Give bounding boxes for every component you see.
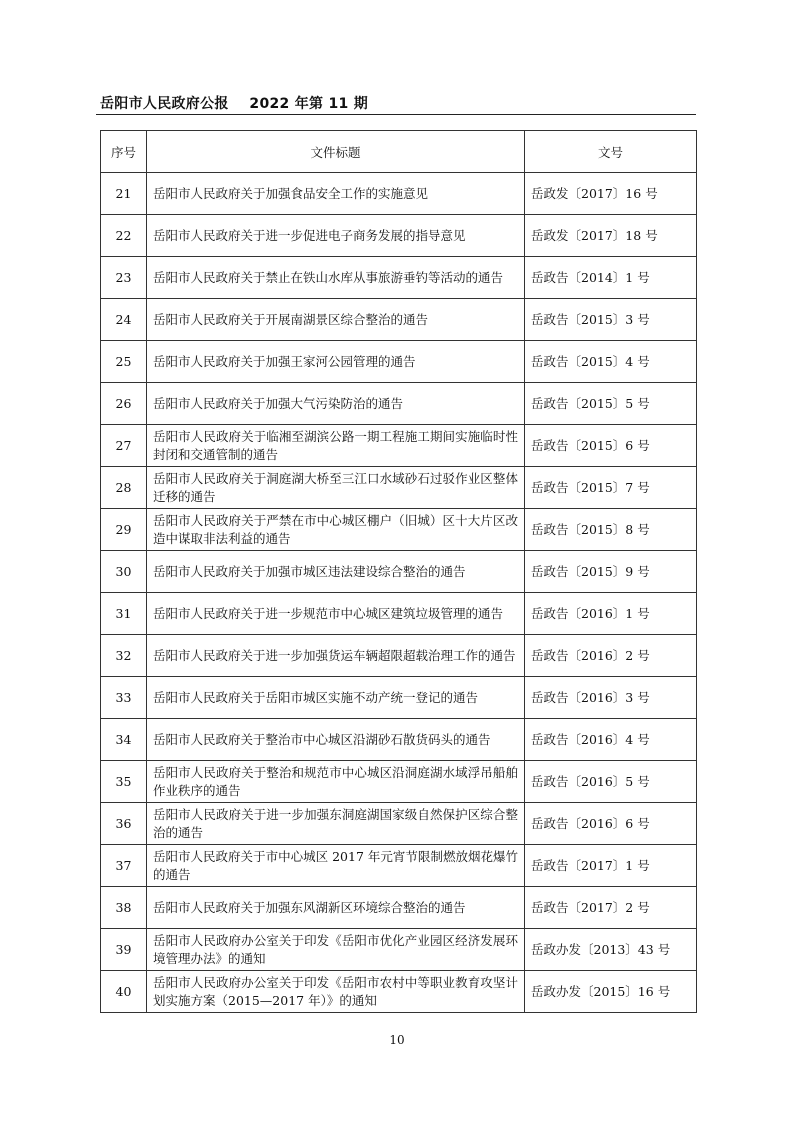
document-title: 岳阳市人民政府关于开展南湖景区综合整治的通告 — [147, 299, 525, 341]
row-number: 35 — [101, 761, 147, 803]
table-row — [101, 341, 697, 383]
document-number: 岳政发〔2017〕16 号 — [525, 173, 697, 215]
table-row — [101, 929, 697, 971]
table-row — [101, 719, 697, 761]
table-row — [101, 299, 697, 341]
document-number: 岳政告〔2016〕3 号 — [525, 677, 697, 719]
row-number: 37 — [101, 845, 147, 887]
table-row — [101, 677, 697, 719]
table-row — [101, 257, 697, 299]
document-number: 岳政发〔2017〕18 号 — [525, 215, 697, 257]
column-header-doc-number: 文号 — [525, 131, 697, 173]
page-header — [100, 93, 696, 113]
table-row — [101, 425, 697, 467]
document-title: 岳阳市人民政府关于加强王家河公园管理的通告 — [147, 341, 525, 383]
document-number: 岳政告〔2015〕6 号 — [525, 425, 697, 467]
document-number: 岳政办发〔2015〕16 号 — [525, 971, 697, 1013]
row-number: 22 — [101, 215, 147, 257]
row-number: 36 — [101, 803, 147, 845]
document-title: 岳阳市人民政府关于整治和规范市中心城区沿洞庭湖水域浮吊船舶作业秩序的通告 — [147, 761, 525, 803]
row-number: 24 — [101, 299, 147, 341]
table-row — [101, 635, 697, 677]
table-row — [101, 551, 697, 593]
row-number: 30 — [101, 551, 147, 593]
document-title: 岳阳市人民政府关于进一步促进电子商务发展的指导意见 — [147, 215, 525, 257]
document-title: 岳阳市人民政府关于加强东风湖新区环境综合整治的通告 — [147, 887, 525, 929]
table-row — [101, 383, 697, 425]
document-title: 岳阳市人民政府关于临湘至湖滨公路一期工程施工期间实施临时性封闭和交通管制的通告 — [147, 425, 525, 467]
table-body — [101, 173, 697, 1013]
document-title: 岳阳市人民政府办公室关于印发《岳阳市优化产业园区经济发展环境管理办法》的通知 — [147, 929, 525, 971]
table-row — [101, 467, 697, 509]
table-row — [101, 971, 697, 1013]
row-number: 34 — [101, 719, 147, 761]
table-row — [101, 887, 697, 929]
row-number: 40 — [101, 971, 147, 1013]
document-number: 岳政告〔2016〕6 号 — [525, 803, 697, 845]
document-number: 岳政告〔2016〕2 号 — [525, 635, 697, 677]
column-header-title: 文件标题 — [147, 131, 525, 173]
table-row — [101, 761, 697, 803]
document-title: 岳阳市人民政府关于洞庭湖大桥至三江口水域砂石过驳作业区整体迁移的通告 — [147, 467, 525, 509]
document-number: 岳政告〔2015〕3 号 — [525, 299, 697, 341]
row-number: 27 — [101, 425, 147, 467]
document-number: 岳政告〔2017〕1 号 — [525, 845, 697, 887]
document-title: 岳阳市人民政府关于禁止在铁山水库从事旅游垂钓等活动的通告 — [147, 257, 525, 299]
document-number: 岳政告〔2015〕8 号 — [525, 509, 697, 551]
document-title: 岳阳市人民政府关于进一步加强货运车辆超限超载治理工作的通告 — [147, 635, 525, 677]
gazette-title: 岳阳市人民政府公报 — [100, 96, 229, 112]
document-number: 岳政办发〔2013〕43 号 — [525, 929, 697, 971]
document-number: 岳政告〔2016〕1 号 — [525, 593, 697, 635]
document-title: 岳阳市人民政府关于严禁在市中心城区棚户（旧城）区十大片区改造中谋取非法利益的通告 — [147, 509, 525, 551]
row-number: 39 — [101, 929, 147, 971]
document-number: 岳政告〔2015〕9 号 — [525, 551, 697, 593]
row-number: 26 — [101, 383, 147, 425]
document-number: 岳政告〔2017〕2 号 — [525, 887, 697, 929]
document-title: 岳阳市人民政府关于岳阳市城区实施不动产统一登记的通告 — [147, 677, 525, 719]
document-title: 岳阳市人民政府关于加强市城区违法建设综合整治的通告 — [147, 551, 525, 593]
document-number: 岳政告〔2016〕5 号 — [525, 761, 697, 803]
document-number: 岳政告〔2015〕7 号 — [525, 467, 697, 509]
row-number: 32 — [101, 635, 147, 677]
row-number: 28 — [101, 467, 147, 509]
column-header-no: 序号 — [101, 131, 147, 173]
document-title: 岳阳市人民政府关于进一步规范市中心城区建筑垃圾管理的通告 — [147, 593, 525, 635]
issue-label: 2022 年第 11 期 — [249, 96, 369, 112]
table-row — [101, 845, 697, 887]
table-row — [101, 593, 697, 635]
row-number: 29 — [101, 509, 147, 551]
table-row — [101, 215, 697, 257]
row-number: 23 — [101, 257, 147, 299]
document-title: 岳阳市人民政府关于加强食品安全工作的实施意见 — [147, 173, 525, 215]
row-number: 33 — [101, 677, 147, 719]
row-number: 25 — [101, 341, 147, 383]
document-title: 岳阳市人民政府办公室关于印发《岳阳市农村中等职业教育攻坚计划实施方案（2015—2017 年）》的通知 — [147, 971, 525, 1013]
document-title: 岳阳市人民政府关于加强大气污染防治的通告 — [147, 383, 525, 425]
header-rule — [96, 114, 696, 115]
document-number: 岳政告〔2016〕4 号 — [525, 719, 697, 761]
row-number: 38 — [101, 887, 147, 929]
page-number: 10 — [389, 1033, 405, 1047]
document-table — [100, 130, 697, 1013]
table-row — [101, 509, 697, 551]
table-header-row — [101, 131, 697, 173]
table-row — [101, 803, 697, 845]
table-row — [101, 173, 697, 215]
document-number: 岳政告〔2015〕4 号 — [525, 341, 697, 383]
row-number: 31 — [101, 593, 147, 635]
document-title: 岳阳市人民政府关于整治市中心城区沿湖砂石散货码头的通告 — [147, 719, 525, 761]
document-title: 岳阳市人民政府关于市中心城区 2017 年元宵节限制燃放烟花爆竹的通告 — [147, 845, 525, 887]
document-number: 岳政告〔2014〕1 号 — [525, 257, 697, 299]
document-title: 岳阳市人民政府关于进一步加强东洞庭湖国家级自然保护区综合整治的通告 — [147, 803, 525, 845]
document-number: 岳政告〔2015〕5 号 — [525, 383, 697, 425]
row-number: 21 — [101, 173, 147, 215]
